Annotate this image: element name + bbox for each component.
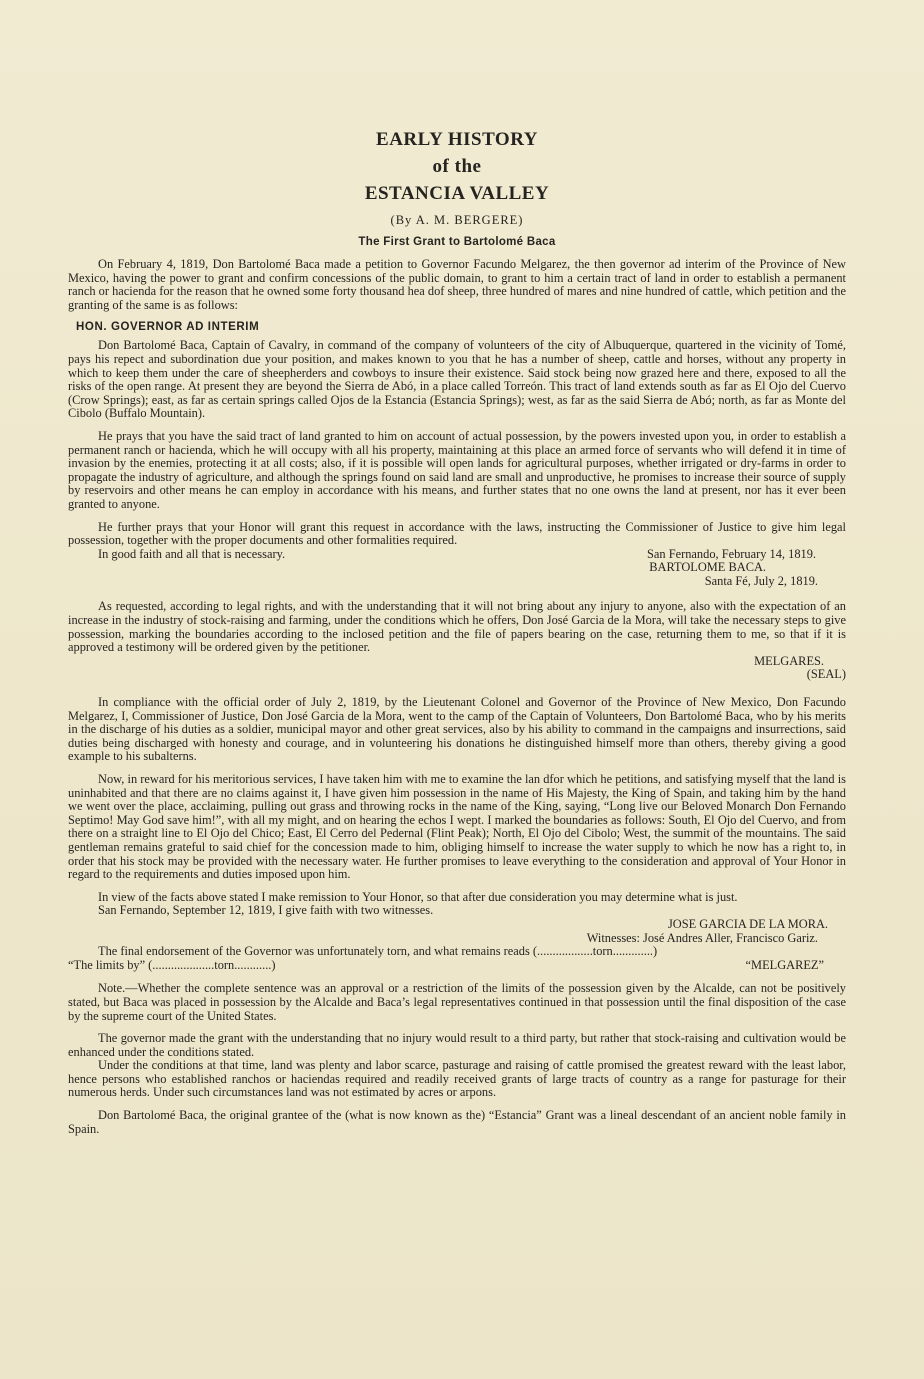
title-line-3: ESTANCIA VALLEY xyxy=(364,183,550,204)
endorsement-line-1: The final endorsement of the Governor was unfortunately torn, and what remains reads (..................torn.............) xyxy=(98,944,658,959)
paragraph-4: He further prays that your Honor will grant this request in accordance with the laws, instructing the Commissioner of Justice to give him legal possession, together with the proper documents and other formalities required. xyxy=(68,519,846,548)
good-faith-line: In good faith and all that is necessary. xyxy=(98,546,286,561)
petition-closing xyxy=(68,548,846,562)
baca-signature: BARTOLOME BACA. xyxy=(649,560,766,575)
melgares-signature: MELGARES. xyxy=(754,653,824,668)
paragraph-12: Don Bartolomé Baca, the original grantee of the (what is now known as the) “Estancia” Grant was a lineal descendant of an ancient noble family in Spain. xyxy=(68,1108,846,1136)
endorsement-line-2 xyxy=(68,959,846,973)
title-line-1: EARLY HISTORY xyxy=(376,129,538,150)
paragraph-8: In view of the facts above stated I make remission to Your Honor, so that after due consideration you may determine what is just. xyxy=(98,889,738,904)
title-line-2: of the xyxy=(432,156,482,177)
remission-place-line: San Fernando, September 12, 1819, I give faith with two witnesses. xyxy=(98,903,434,918)
place-date-line: San Fernando, February 14, 1819. xyxy=(647,546,816,561)
limits-by-text: “The limits by” (....................torn............) xyxy=(68,957,276,972)
paragraph-11: Under the conditions at that time, land was plenty and labor scarce, pasturage and raising of cattle promised the greatest reward with the least labor, hence persons who established ranchos or haciendas required and readily received grants of large tracts of country as a range for pasturage for their numerous herds. Under such circumstances land was not estimated by acres or arpons. xyxy=(68,1058,846,1100)
paragraph-7: Now, in reward for his meritorious services, I have taken him with me to examine the lan dfor which he petitions, and satisfying myself that the land is uninhabited and that there are no claims against it, I have given him possession in the name of His Majesty, the King of Spain, and taking him by the hand we went over the place, acclaiming, pulling out grass and throwing rocks in the name of the King, saying, “Long live our Beloved Monarch Don Fernando Septimo! May God save him!”, with all my might, and on hearing the echos I wept. I marked the boundaries as follows: South, El Ojo del Cuervo, and from there on a straight line to El Ojo del Chico; East, El Cerro del Pedernal (Flint Peak); North, El Ojo del Cibolo; West, the summit of the mountains. The said gentleman remains grateful to said chief for the concession made to him, obliging himself to increase the water supply to which he now has a right to, in order that his stock may be provided with the necessary water. He further promises to leave everything to the consideration and approval of Your Honor in regard to the requirements and duties imposed upon him. xyxy=(68,772,846,882)
paragraph-6: In compliance with the official order of July 2, 1819, by the Lieutenant Colonel and Governor of the Province of New Mexico, Don Facundo Melgarez, I, Commissioner of Justice, Don José Garcia de la Mora, went to the camp of the Captain of Volunteers, Don Bartolomé Baca, who by his merits in the discharge of his duties as a soldier, municipal mayor and other great services, also by his ability to command in the campaigns and insurrections, said duties being discharged with honesty and courage, and in volunteering his donations he distinguished himself more than others, thereby giving a good example to his subalterns. xyxy=(68,695,846,764)
paragraph-1: On February 4, 1819, Don Bartolomé Baca made a petition to Governor Facundo Melgarez, the then governor ad interim of the Province of New Mexico, having the power to grant and confirm concessions of the public domain, to grant to him a certain tract of land in order to establish a permanent ranch or hacienda for the reason that he owned some forty thousand hea dof sheep, three hundred of mares and nine hundred of cattle, which petition and the granting of the same is as follows: xyxy=(68,257,846,312)
witnesses-line: Witnesses: José Andres Aller, Francisco Gariz. xyxy=(586,930,818,945)
paragraph-3: He prays that you have the said tract of land granted to him on account of actual possession, by the powers invested upon you, in order to establish a permanent ranch or hacienda, which he will occupy with all his property, maintaining at this place an armed force of servants who will defend it in time of invasion by the enemies, protecting it at all costs; also, if it is possible will open lands for agricultural purposes, whether irrigated or dry-farms in order to propagate the industry of agriculture, and although the springs found on said land are small and unproductive, he promises to increase their source of supply by reservoirs and other means he can employ in accordance with his means, and further states that no one owns the land at present, nor has it ever been granted to anyone. xyxy=(68,428,846,511)
paragraph-5: As requested, according to legal rights, and with the understanding that it will not bring about any injury to anyone, also with the expectation of an increase in the industry of stock-raising and farming, under the conditions which he offers, Don José Garcia de la Mora, will take the necessary steps to give possession, marking the boundaries according to the inclosed petition and the file of papers bearing on the case, returning them to me, so that if it is approved a testimony will be ordered given by the petitioner. xyxy=(68,599,846,655)
seal-label: (SEAL) xyxy=(806,667,846,682)
author-byline: (By A. M. BERGERE) xyxy=(390,213,524,227)
paragraph-note: Note.—Whether the complete sentence was an approval or a restriction of the limits of the possession given by the Alcalde, can not be positively stated, but Baca was placed in possession by the Alcalde and Baca’s legal representatives continued in that possession until the final disposition of the case by the supreme court of the United States. xyxy=(68,981,846,1023)
paragraph-10: The governor made the grant with the understanding that no injury would result to a third party, but rather that stock-raising and cultivation would be enhanced under the conditions stated. xyxy=(68,1031,846,1059)
subtitle: The First Grant to Bartolomé Baca xyxy=(358,236,556,248)
melgarez-endorsement: “MELGAREZ” xyxy=(745,957,824,972)
paragraph-2: Don Bartolomé Baca, Captain of Cavalry, in command of the company of volunteers of the city of Albuquerque, quartered in the vicinity of Tomé, pays his repect and subordination due your position, and makes known to you that he has a number of sheep, cattle and horses, without any property in which to keep them under the care of sheepherders and cowboys to insure their existence. Said stock being now grazed here and there, exposed to all the risks of the open range. At present they are beyond the Sierra de Abó, in a place called Torreón. This tract of land extends south as far as El Ojo del Cuervo (Crow Springs); east, as far as certain springs called Ojos de la Estancia (Estancia Springs); west, as far as the said Sierra de Abó; north, as far as Monte del Cibolo (Buffalo Mountain). xyxy=(68,338,846,421)
section-heading: HON. GOVERNOR AD INTERIM xyxy=(76,321,260,334)
mora-signature: JOSE GARCIA DE LA MORA. xyxy=(667,916,828,931)
santa-fe-date: Santa Fé, July 2, 1819. xyxy=(704,573,818,588)
